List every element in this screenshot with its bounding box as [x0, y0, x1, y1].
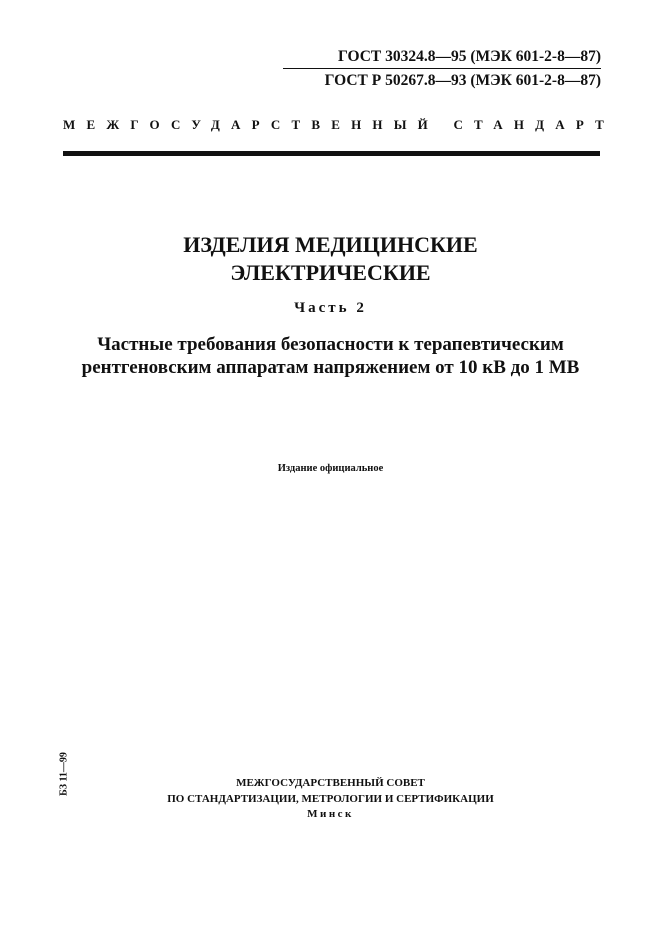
edition-label: Издание официальное: [277, 463, 384, 474]
part-label: Часть 2: [294, 300, 367, 316]
document-title-line-2: ЭЛЕКТРИЧЕСКИЕ: [230, 260, 431, 285]
gost-designation-block: [283, 46, 601, 91]
city-label: Минск: [307, 808, 354, 820]
header-rule: [63, 151, 600, 156]
side-code-text: БЗ 11—99: [58, 752, 70, 796]
gost-divider: [283, 68, 601, 69]
council-line-2: ПО СТАНДАРТИЗАЦИИ, МЕТРОЛОГИИ И СЕРТИФИКАЦИИ: [167, 793, 494, 805]
document-title-line-1: ИЗДЕЛИЯ МЕДИЦИНСКИЕ: [183, 232, 478, 257]
council-line-1: МЕЖГОСУДАРСТВЕННЫЙ СОВЕТ: [236, 777, 425, 789]
gost-designation-1: ГОСТ 30324.8—95 (МЭК 601-2-8—87): [337, 48, 601, 65]
document-subtitle: Частные требования безопасности к терапевтическим рентгеновским аппаратам напряжением от 10 кВ до 1 МВ: [81, 334, 580, 378]
interstate-standard-label: МЕЖГОСУДАРСТВЕННЫЙ СТАНДАРТ: [63, 117, 616, 132]
gost-designation-2: ГОСТ Р 50267.8—93 (МЭК 601-2-8—87): [324, 72, 601, 89]
